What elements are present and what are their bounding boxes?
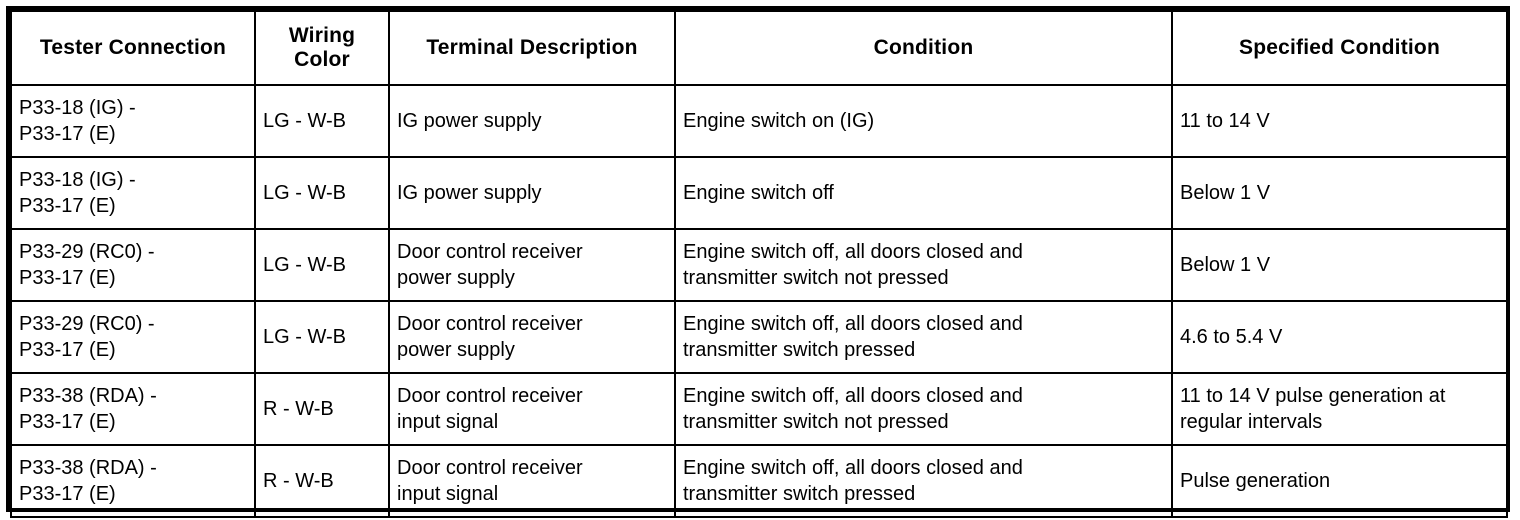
cell-line: IG power supply bbox=[397, 181, 542, 204]
cell-specified-condition bbox=[1172, 85, 1507, 157]
cell-line: transmitter switch not pressed bbox=[683, 266, 949, 289]
column-header-condition: Condition bbox=[675, 11, 1172, 85]
cell-condition bbox=[675, 373, 1172, 445]
cell-line: Engine switch off, all doors closed and bbox=[683, 456, 1023, 479]
cell-terminal-description bbox=[389, 85, 675, 157]
cell-line: transmitter switch not pressed bbox=[683, 410, 949, 433]
cell-line: transmitter switch pressed bbox=[683, 338, 916, 361]
cell-tester-connection bbox=[11, 301, 255, 373]
cell-condition bbox=[675, 229, 1172, 301]
cell-tester-connection bbox=[11, 85, 255, 157]
cell-line: Door control receiver bbox=[397, 240, 583, 263]
column-header-specified-condition: Specified Condition bbox=[1172, 11, 1507, 85]
cell-specified-condition bbox=[1172, 445, 1507, 517]
cell-specified-condition bbox=[1172, 157, 1507, 229]
cell-line: Engine switch on (IG) bbox=[683, 109, 875, 132]
cell-line: P33-29 (RC0) - bbox=[19, 312, 155, 335]
cell-line: P33-17 (E) bbox=[19, 194, 116, 217]
table-row bbox=[11, 157, 1507, 229]
terminal-specification-table bbox=[10, 10, 1508, 518]
cell-line: P33-17 (E) bbox=[19, 122, 116, 145]
cell-line: power supply bbox=[397, 266, 515, 289]
cell-line: P33-38 (RDA) - bbox=[19, 456, 157, 479]
cell-line: 11 to 14 V pulse generation at bbox=[1180, 384, 1446, 407]
cell-line: transmitter switch pressed bbox=[683, 482, 916, 505]
column-header-wiring-color-line2: Color bbox=[294, 48, 350, 71]
cell-wiring-color: R - W-B bbox=[255, 373, 389, 445]
cell-line: P33-17 (E) bbox=[19, 482, 116, 505]
cell-line: input signal bbox=[397, 410, 499, 433]
cell-line: Engine switch off, all doors closed and bbox=[683, 240, 1023, 263]
specification-table-sheet bbox=[6, 6, 1510, 512]
cell-terminal-description bbox=[389, 373, 675, 445]
cell-line: Engine switch off, all doors closed and bbox=[683, 312, 1023, 335]
cell-terminal-description bbox=[389, 157, 675, 229]
table-row bbox=[11, 301, 1507, 373]
cell-tester-connection bbox=[11, 157, 255, 229]
cell-tester-connection bbox=[11, 229, 255, 301]
cell-line: input signal bbox=[397, 482, 499, 505]
cell-line: Below 1 V bbox=[1180, 181, 1271, 204]
cell-line: Engine switch off, all doors closed and bbox=[683, 384, 1023, 407]
cell-specified-condition bbox=[1172, 373, 1507, 445]
column-header-wiring-color-line1: Wiring bbox=[288, 24, 356, 48]
cell-wiring-color: LG - W-B bbox=[255, 157, 389, 229]
table-body bbox=[11, 85, 1507, 517]
cell-line: power supply bbox=[397, 338, 515, 361]
table-header bbox=[11, 11, 1507, 85]
cell-condition bbox=[675, 85, 1172, 157]
table-row bbox=[11, 229, 1507, 301]
cell-specified-condition bbox=[1172, 229, 1507, 301]
column-header-wiring-color bbox=[255, 11, 389, 85]
cell-line: Door control receiver bbox=[397, 384, 583, 407]
cell-tester-connection bbox=[11, 445, 255, 517]
cell-condition bbox=[675, 301, 1172, 373]
cell-wiring-color: LG - W-B bbox=[255, 301, 389, 373]
cell-line: P33-29 (RC0) - bbox=[19, 240, 155, 263]
cell-wiring-color: LG - W-B bbox=[255, 229, 389, 301]
cell-line: Engine switch off bbox=[683, 181, 834, 204]
cell-line: 11 to 14 V bbox=[1180, 109, 1270, 132]
cell-condition bbox=[675, 445, 1172, 517]
cell-terminal-description bbox=[389, 445, 675, 517]
cell-terminal-description bbox=[389, 301, 675, 373]
cell-line: P33-17 (E) bbox=[19, 410, 116, 433]
cell-line: P33-17 (E) bbox=[19, 266, 116, 289]
cell-tester-connection bbox=[11, 373, 255, 445]
cell-line: Pulse generation bbox=[1180, 469, 1331, 492]
table-row bbox=[11, 445, 1507, 517]
cell-line: P33-17 (E) bbox=[19, 338, 116, 361]
cell-line: IG power supply bbox=[397, 109, 542, 132]
cell-line: P33-18 (IG) - bbox=[19, 168, 136, 191]
column-header-tester-connection: Tester Connection bbox=[11, 11, 255, 85]
column-header-terminal-description: Terminal Description bbox=[389, 11, 675, 85]
table-row bbox=[11, 85, 1507, 157]
cell-line: P33-38 (RDA) - bbox=[19, 384, 157, 407]
cell-wiring-color: R - W-B bbox=[255, 445, 389, 517]
cell-line: 4.6 to 5.4 V bbox=[1180, 325, 1283, 348]
cell-line: Below 1 V bbox=[1180, 253, 1271, 276]
cell-terminal-description bbox=[389, 229, 675, 301]
cell-condition bbox=[675, 157, 1172, 229]
cell-line: Door control receiver bbox=[397, 456, 583, 479]
cell-line: Door control receiver bbox=[397, 312, 583, 335]
cell-line: regular intervals bbox=[1180, 410, 1323, 433]
cell-line: P33-18 (IG) - bbox=[19, 96, 136, 119]
table-row bbox=[11, 373, 1507, 445]
table-header-row bbox=[11, 11, 1507, 85]
cell-specified-condition bbox=[1172, 301, 1507, 373]
cell-wiring-color: LG - W-B bbox=[255, 85, 389, 157]
